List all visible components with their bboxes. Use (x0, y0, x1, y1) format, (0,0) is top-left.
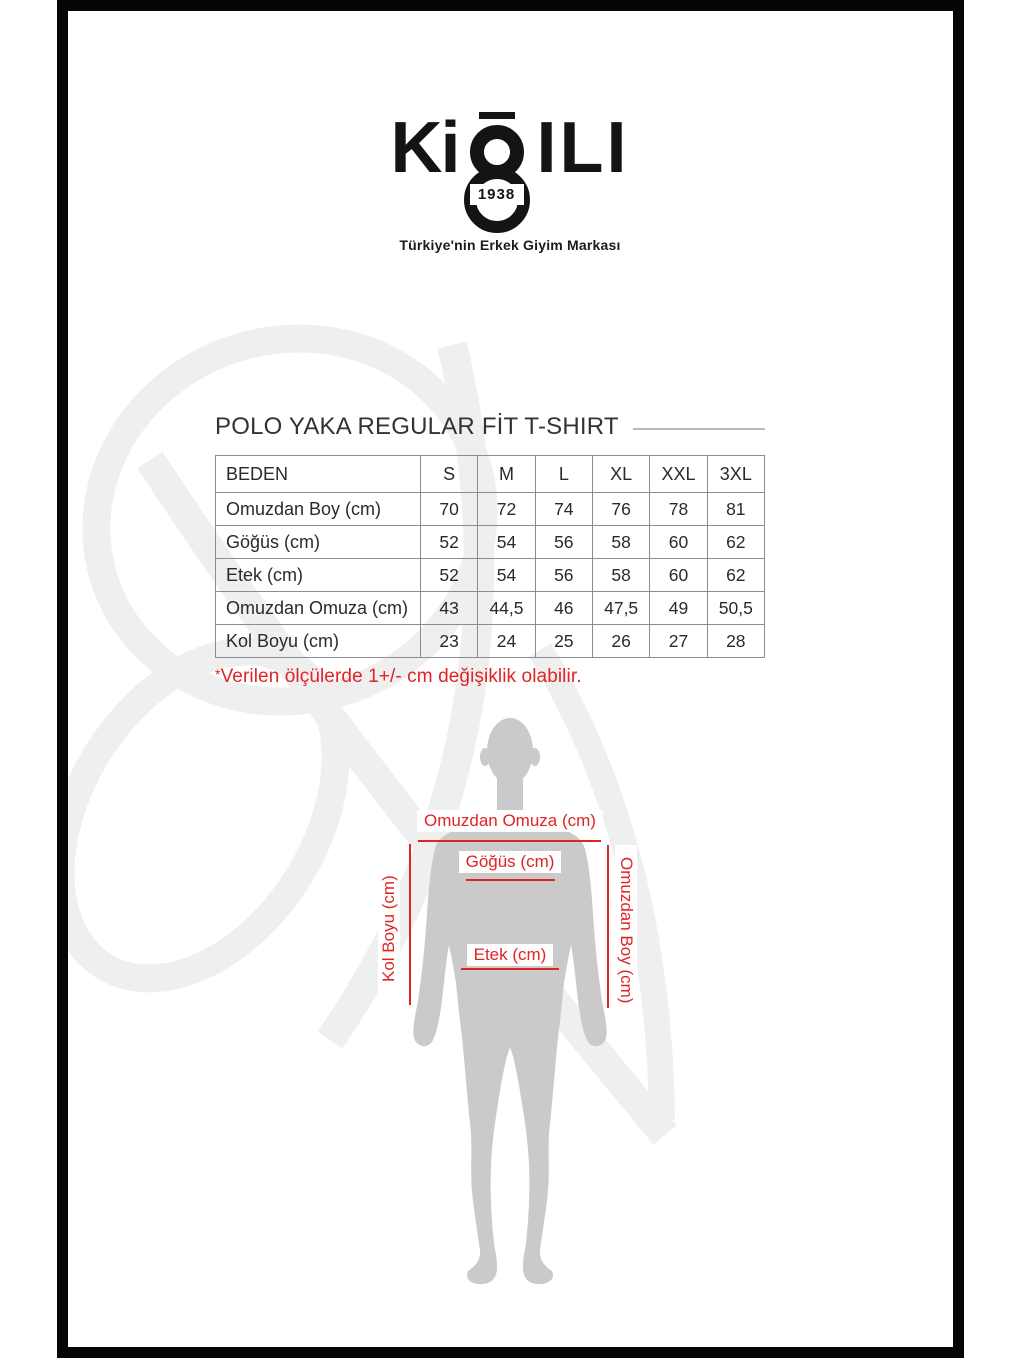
measurement-label-cell: Omuzdan Omuza (cm) (216, 592, 421, 625)
product-title-row (215, 412, 765, 442)
size-value-cell: 27 (650, 625, 707, 658)
measurement-label-cell: Göğüs (cm) (216, 526, 421, 559)
size-value-cell: 62 (707, 559, 764, 592)
size-column-header: M (478, 456, 535, 493)
person-silhouette (385, 713, 635, 1288)
measurement-note (215, 666, 582, 688)
size-value-cell: 50,5 (707, 592, 764, 625)
size-table-row (216, 592, 765, 625)
size-table (215, 455, 765, 658)
sleeve-length-label: Kol Boyu (cm) (378, 845, 400, 1013)
size-table-row (216, 526, 765, 559)
shoulder-width-line (418, 840, 601, 842)
brand-tagline: Türkiye'nin Erkek Giyim Markası (399, 237, 621, 253)
size-value-cell: 60 (650, 559, 707, 592)
hem-line (461, 968, 559, 970)
size-table-row (216, 493, 765, 526)
size-value-cell: 54 (478, 559, 535, 592)
chest-line (466, 879, 555, 881)
logo-text-ili: ILI (536, 108, 630, 188)
size-value-cell: 81 (707, 493, 764, 526)
size-value-cell: 26 (592, 625, 649, 658)
size-value-cell: 28 (707, 625, 764, 658)
head-shape (487, 718, 533, 784)
note-asterisk: * (215, 666, 221, 682)
size-value-cell: 24 (478, 625, 535, 658)
size-value-cell: 74 (535, 493, 592, 526)
logo-text-ki: Ki (390, 108, 459, 188)
size-value-cell: 54 (478, 526, 535, 559)
size-value-cell: 49 (650, 592, 707, 625)
size-column-header: XL (592, 456, 649, 493)
size-value-cell: 52 (421, 526, 478, 559)
size-column-header: S (421, 456, 478, 493)
size-table-row (216, 559, 765, 592)
size-value-cell: 58 (592, 559, 649, 592)
size-column-header: 3XL (707, 456, 764, 493)
size-value-cell: 23 (421, 625, 478, 658)
size-value-cell: 52 (421, 559, 478, 592)
size-table-row (216, 625, 765, 658)
size-value-cell: 60 (650, 526, 707, 559)
logo-breve-bar (479, 112, 515, 119)
size-value-cell: 25 (535, 625, 592, 658)
chest-label: Göğüs (cm) (459, 851, 562, 873)
brand-logo (0, 108, 1020, 238)
size-value-cell: 44,5 (478, 592, 535, 625)
hem-label: Etek (cm) (467, 944, 554, 966)
measurement-label-cell: Kol Boyu (cm) (216, 625, 421, 658)
sleeve-length-line (409, 844, 411, 1005)
size-value-cell: 62 (707, 526, 764, 559)
product-title: POLO YAKA REGULAR FİT T-SHIRT (215, 413, 619, 440)
shoulder-to-hem-line (607, 845, 609, 1008)
size-table-head-row (216, 456, 765, 493)
size-table-body (216, 493, 765, 658)
size-value-cell: 70 (421, 493, 478, 526)
shoulder-width-label-row (360, 810, 660, 832)
shoulder-to-hem-label: Omuzdan Boy (cm) (615, 845, 637, 1016)
shoulder-width-label: Omuzdan Omuza (cm) (417, 810, 603, 832)
size-value-cell: 72 (478, 493, 535, 526)
size-value-cell: 47,5 (592, 592, 649, 625)
title-rule (633, 428, 765, 430)
size-value-cell: 76 (592, 493, 649, 526)
size-column-header: XXL (650, 456, 707, 493)
logo-year: 1938 (470, 184, 524, 205)
note-text: Verilen ölçülerde 1+/- cm değişiklik olabilir. (220, 666, 582, 687)
size-value-cell: 56 (535, 526, 592, 559)
size-value-cell: 58 (592, 526, 649, 559)
measurement-label-cell: Etek (cm) (216, 559, 421, 592)
measurement-label-cell: Omuzdan Boy (cm) (216, 493, 421, 526)
logo-g-glyph (462, 112, 532, 238)
size-table-corner-header: BEDEN (216, 456, 421, 493)
size-value-cell: 43 (421, 592, 478, 625)
size-column-header: L (535, 456, 592, 493)
size-value-cell: 56 (535, 559, 592, 592)
size-value-cell: 78 (650, 493, 707, 526)
size-value-cell: 46 (535, 592, 592, 625)
